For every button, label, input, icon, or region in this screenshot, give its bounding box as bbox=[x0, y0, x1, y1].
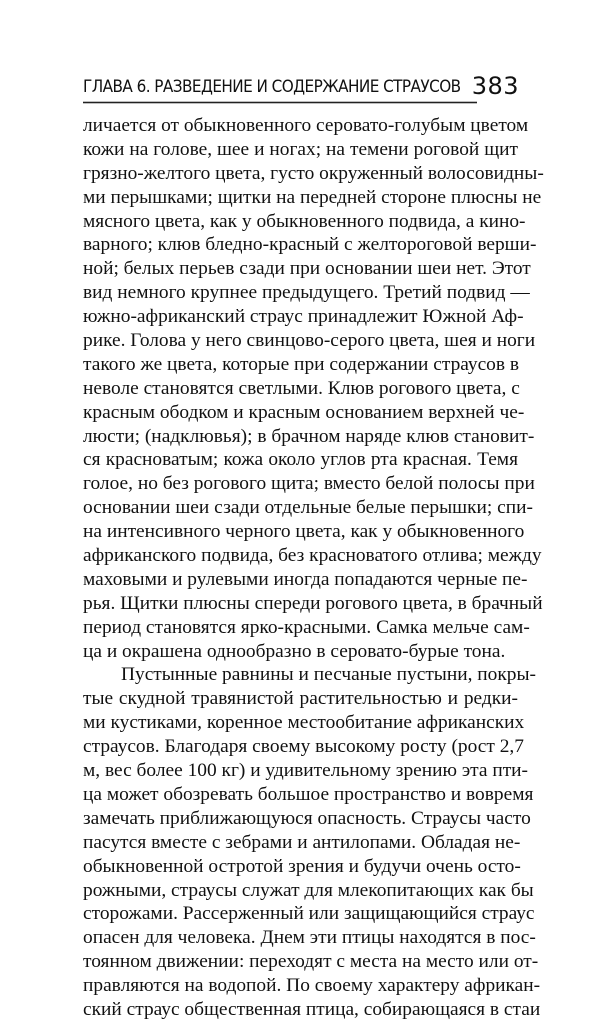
text-line: замечать приближающуюся опасность. Страусы часто bbox=[83, 807, 531, 829]
text-line: обыкновенной остротой зрения и будучи очень осто- bbox=[83, 855, 521, 877]
text-line: неволе становятся светлыми. Клюв рогового цвета, с bbox=[83, 377, 520, 399]
header-dotted-rule bbox=[83, 101, 477, 104]
text-line: красным ободком и красным основанием верхней че- bbox=[83, 401, 525, 423]
page-header bbox=[83, 72, 519, 106]
text-line: мясного цвета, как у обыкновенного подвида, а кино- bbox=[83, 210, 526, 232]
text-line: ми перышками; щитки на передней стороне плюсны не bbox=[83, 186, 542, 208]
text-line: пасутся вместе с зебрами и антилопами. Обладая не- bbox=[83, 831, 521, 853]
text-line: рике. Голова у него свинцово-серого цвета, шея и ноги bbox=[83, 330, 536, 352]
text-line: ной; белых перьев сзади при основании шеи нет. Этот bbox=[83, 258, 531, 280]
page-number: 383 bbox=[471, 72, 519, 100]
text-line: основании шеи сзади отдельные белые перышки; спи- bbox=[83, 497, 533, 519]
text-line: ский страус общественная птица, собирающаяся в стаи bbox=[83, 998, 541, 1020]
text-line: сторожами. Рассерженный или защищающийся страус bbox=[83, 903, 535, 925]
text-line: личается от обыкновенного серовато-голубым цветом bbox=[83, 115, 529, 136]
text-line: такого же цвета, которые при содержании страусов в bbox=[83, 353, 520, 375]
text-line: период становятся ярко-красными. Самка мельче сам- bbox=[83, 616, 530, 638]
text-line: голое, но без рогового щита; вместо белой полосы при bbox=[83, 473, 535, 495]
text-line: ми кустиками, коренное местообитание африканских bbox=[83, 712, 525, 734]
text-line: тые скудной травянистой растительностью и редки- bbox=[83, 688, 518, 710]
text-line: люсти; (надклювья); в брачном наряде клюв становит- bbox=[83, 425, 535, 447]
text-line: вид немного крупнее предыдущего. Третий подвид — bbox=[83, 282, 530, 304]
body-text bbox=[83, 114, 544, 1022]
text-line: страусов. Благодаря своему высокому росту (рост 2,7 bbox=[83, 736, 524, 758]
text-line: грязно-желтого цвета, густо окруженный волосовидны- bbox=[83, 162, 544, 184]
text-line: тоянном движении: переходят с места на место или от- bbox=[83, 951, 539, 973]
running-head: ГЛАВА 6. РАЗВЕДЕНИЕ И СОДЕРЖАНИЕ СТРАУСОВ bbox=[83, 77, 461, 96]
text-line: на интенсивного черного цвета, как у обыкновенного bbox=[83, 521, 525, 543]
text-line: южно-африканский страус принадлежит Южной Аф- bbox=[83, 306, 524, 328]
text-line: рожными, страусы служат для млекопитающих как бы bbox=[83, 879, 534, 901]
text-line: ца и окрашена однообразно в серовато-бурые тона. bbox=[83, 640, 506, 662]
text-line: м, вес более 100 кг) и удивительному зрению эта пти- bbox=[83, 760, 529, 782]
text-line: ся красноватым; кожа около углов рта красная. Темя bbox=[83, 449, 518, 471]
text-line: Пустынные равнины и песчаные пустыни, покры- bbox=[121, 664, 536, 686]
text-line: африканского подвида, без красноватого отлива; между bbox=[83, 545, 542, 567]
text-line: рья. Щитки плюсны спереди рогового цвета, в брачный bbox=[83, 592, 543, 614]
text-line: варного; клюв бледно-красный с желтороговой верши- bbox=[83, 234, 537, 256]
text-line: опасен для человека. Днем эти птицы находятся в пос- bbox=[83, 927, 536, 949]
text-line: ца может обозревать большое пространство и вовремя bbox=[83, 783, 534, 805]
text-line: маховыми и рулевыми иногда попадаются черные пе- bbox=[83, 568, 528, 590]
text-line: кожи на голове, шее и ногах; на темени роговой щит bbox=[83, 138, 518, 160]
text-line: правляются на водопой. По своему характеру африкан- bbox=[83, 975, 541, 997]
